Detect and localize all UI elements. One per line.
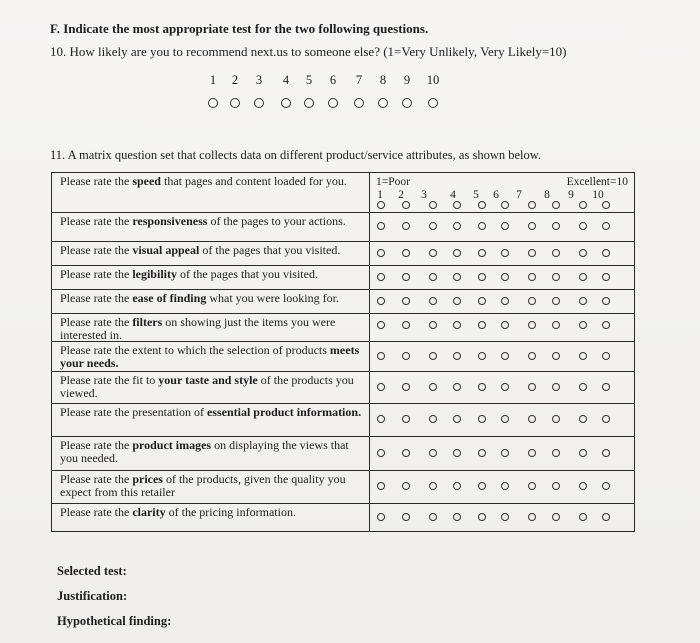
matrix-radio-option[interactable] [528, 513, 536, 521]
matrix-radio-option[interactable] [602, 249, 610, 257]
matrix-radio-option[interactable] [579, 273, 587, 281]
matrix-radio-option[interactable] [478, 222, 486, 230]
matrix-radio-option[interactable] [501, 297, 509, 305]
matrix-radio-option[interactable] [402, 297, 410, 305]
row-label-emphasis: clarity [132, 505, 166, 519]
row-label-text: Please rate the [60, 291, 133, 305]
matrix-row-scale [370, 504, 635, 532]
matrix-radio-option[interactable] [501, 273, 509, 281]
row-label-emphasis: filters [132, 315, 163, 329]
matrix-row-scale [370, 471, 635, 504]
matrix-radio-option[interactable] [402, 249, 410, 257]
scale-header-number: 10 [592, 189, 604, 201]
row-label-text: Please rate the presentation of [60, 405, 207, 419]
matrix-radio-option[interactable] [528, 297, 536, 305]
matrix-radio-option[interactable] [377, 415, 385, 423]
row-label-emphasis: meets your needs. [60, 343, 360, 370]
matrix-radio-option[interactable] [453, 249, 461, 257]
matrix-row-scale [370, 266, 635, 290]
matrix-row-label [52, 242, 370, 266]
row-label-text: Please rate the [60, 267, 133, 281]
matrix-radio-option[interactable] [429, 513, 437, 521]
scale-header-number: 2 [398, 189, 404, 201]
matrix-row [52, 372, 635, 404]
question-11-text: 11. A matrix question set that collects data on different product/service attributes, as shown below. [50, 148, 542, 162]
matrix-radio-option[interactable] [453, 201, 461, 209]
matrix-radio-option[interactable] [602, 321, 610, 329]
matrix-radio-option[interactable] [478, 383, 486, 391]
q10-radio-option[interactable] [354, 98, 364, 108]
matrix-radio-option[interactable] [377, 249, 385, 257]
matrix-radio-option[interactable] [377, 297, 385, 305]
scale-header-number: 8 [544, 189, 550, 201]
matrix-radio-option[interactable] [453, 415, 461, 423]
matrix-radio-option[interactable] [528, 449, 536, 457]
scale-header-number: 3 [421, 189, 427, 201]
matrix-row [52, 314, 635, 342]
matrix-radio-option[interactable] [602, 297, 610, 305]
matrix-radio-option[interactable] [478, 201, 486, 209]
matrix-radio-option[interactable] [501, 222, 509, 230]
scale-low-anchor: 1=Poor [376, 176, 410, 188]
row-label-text: Please rate the [60, 174, 133, 188]
matrix-radio-option[interactable] [501, 383, 509, 391]
q10-scale-number: 10 [426, 73, 440, 87]
matrix-row-label [52, 290, 370, 314]
matrix-radio-option[interactable] [377, 482, 385, 490]
q10-scale-number: 5 [305, 73, 313, 87]
row-label-text: Please rate the [60, 472, 133, 486]
row-label-text: of the pricing information. [165, 505, 296, 519]
row-label-emphasis: visual appeal [132, 243, 200, 257]
matrix-radio-option[interactable] [402, 321, 410, 329]
matrix-radio-option[interactable] [402, 201, 410, 209]
q10-scale-number: 1 [209, 73, 217, 87]
q10-radio-option[interactable] [402, 98, 412, 108]
matrix-row-label [52, 173, 370, 213]
row-label-emphasis: your taste and style [158, 373, 258, 387]
matrix-radio-option[interactable] [579, 513, 587, 521]
selected-test-label: Selected test: [57, 564, 127, 578]
matrix-radio-option[interactable] [429, 297, 437, 305]
matrix-radio-option[interactable] [579, 297, 587, 305]
matrix-radio-option[interactable] [377, 449, 385, 457]
matrix-row [52, 404, 635, 437]
row-label-text: Please rate the [60, 214, 133, 228]
matrix-radio-option[interactable] [528, 201, 536, 209]
matrix-radio-option[interactable] [402, 415, 410, 423]
matrix-row [52, 290, 635, 314]
q10-scale-number: 3 [255, 73, 263, 87]
q10-scale-number: 9 [403, 73, 411, 87]
row-label-text: Please rate the [60, 438, 133, 452]
matrix-radio-option[interactable] [377, 273, 385, 281]
matrix-radio-option[interactable] [552, 297, 560, 305]
matrix-radio-option[interactable] [429, 321, 437, 329]
matrix-radio-option[interactable] [528, 273, 536, 281]
matrix-radio-option[interactable] [552, 513, 560, 521]
matrix-radio-option[interactable] [552, 273, 560, 281]
matrix-radio-option[interactable] [602, 513, 610, 521]
matrix-radio-option[interactable] [402, 449, 410, 457]
matrix-radio-option[interactable] [429, 249, 437, 257]
matrix-radio-option[interactable] [478, 482, 486, 490]
matrix-radio-option[interactable] [501, 482, 509, 490]
q10-radio-option[interactable] [328, 98, 338, 108]
matrix-radio-option[interactable] [552, 449, 560, 457]
row-label-text: of the products you viewed. [60, 373, 354, 400]
matrix-radio-option[interactable] [579, 415, 587, 423]
matrix-radio-option[interactable] [429, 415, 437, 423]
matrix-radio-option[interactable] [501, 415, 509, 423]
matrix-radio-option[interactable] [579, 449, 587, 457]
justification-label: Justification: [57, 589, 128, 603]
matrix-radio-option[interactable] [402, 352, 410, 360]
matrix-radio-option[interactable] [429, 482, 437, 490]
matrix-radio-option[interactable] [453, 449, 461, 457]
matrix-row-label [52, 342, 370, 372]
scale-high-anchor: Excellent=10 [566, 176, 628, 188]
matrix-row [52, 242, 635, 266]
matrix-row-label [52, 266, 370, 290]
row-label-emphasis: legibility [132, 267, 177, 281]
matrix-row-scale [370, 173, 635, 213]
matrix-row-label [52, 437, 370, 471]
matrix-radio-option[interactable] [478, 249, 486, 257]
matrix-radio-option[interactable] [478, 415, 486, 423]
row-label-text: of the pages that you visited. [199, 243, 341, 257]
matrix-radio-option[interactable] [579, 352, 587, 360]
matrix-row-scale [370, 290, 635, 314]
q10-radio-option[interactable] [254, 98, 264, 108]
matrix-row-label [52, 372, 370, 404]
matrix-row [52, 213, 635, 242]
row-label-emphasis: product images [132, 438, 212, 452]
matrix-radio-option[interactable] [453, 222, 461, 230]
row-label-text: of the pages that you visited. [176, 267, 318, 281]
row-label-text: that pages and content loaded for you. [160, 174, 347, 188]
matrix-radio-option[interactable] [377, 383, 385, 391]
matrix-radio-option[interactable] [602, 383, 610, 391]
matrix-row-scale [370, 342, 635, 372]
matrix-row [52, 173, 635, 213]
matrix-radio-option[interactable] [501, 321, 509, 329]
matrix-radio-option[interactable] [377, 352, 385, 360]
matrix-radio-option[interactable] [602, 201, 610, 209]
matrix-radio-option[interactable] [579, 249, 587, 257]
matrix-radio-option[interactable] [579, 482, 587, 490]
matrix-radio-option[interactable] [579, 321, 587, 329]
matrix-row-label [52, 213, 370, 242]
matrix-radio-option[interactable] [579, 222, 587, 230]
matrix-radio-option[interactable] [478, 352, 486, 360]
q10-scale-number: 7 [355, 73, 363, 87]
matrix-radio-option[interactable] [552, 482, 560, 490]
matrix-row-scale [370, 314, 635, 342]
matrix-radio-option[interactable] [579, 201, 587, 209]
q10-radio-option[interactable] [281, 98, 291, 108]
matrix-radio-option[interactable] [402, 383, 410, 391]
matrix-row [52, 437, 635, 471]
matrix-radio-option[interactable] [501, 201, 509, 209]
row-label-text: what you were looking for. [206, 291, 339, 305]
hypothetical-finding-label: Hypothetical finding: [57, 614, 172, 628]
rating-matrix [51, 172, 635, 532]
scale-header-number: 7 [516, 189, 522, 201]
matrix-radio-option[interactable] [377, 201, 385, 209]
q10-scale-number: 6 [329, 73, 337, 87]
matrix-radio-option[interactable] [478, 321, 486, 329]
matrix-radio-option[interactable] [528, 352, 536, 360]
matrix-radio-option[interactable] [402, 482, 410, 490]
matrix-radio-option[interactable] [453, 352, 461, 360]
matrix-row-scale [370, 437, 635, 471]
matrix-radio-option[interactable] [602, 273, 610, 281]
matrix-radio-option[interactable] [552, 383, 560, 391]
matrix-radio-option[interactable] [478, 513, 486, 521]
matrix-radio-option[interactable] [528, 222, 536, 230]
matrix-radio-option[interactable] [602, 415, 610, 423]
matrix-radio-option[interactable] [552, 249, 560, 257]
q10-radio-option[interactable] [428, 98, 438, 108]
matrix-radio-option[interactable] [478, 273, 486, 281]
q10-scale-number: 8 [379, 73, 387, 87]
matrix-radio-option[interactable] [528, 321, 536, 329]
matrix-radio-option[interactable] [429, 201, 437, 209]
q10-radio-option[interactable] [304, 98, 314, 108]
row-label-emphasis: speed [132, 174, 161, 188]
matrix-radio-option[interactable] [402, 273, 410, 281]
question-10-text: 10. How likely are you to recommend next.us to someone else? (1=Very Unlikely, Very Likely=10) [50, 44, 567, 59]
matrix-radio-option[interactable] [453, 297, 461, 305]
matrix-radio-option[interactable] [552, 321, 560, 329]
matrix-radio-option[interactable] [552, 352, 560, 360]
matrix-radio-option[interactable] [377, 222, 385, 230]
matrix-radio-option[interactable] [429, 449, 437, 457]
row-label-emphasis: essential product information. [206, 405, 362, 419]
row-label-text: on showing just the items you were interested in. [60, 315, 336, 342]
row-label-text: of the pages to your actions. [207, 214, 346, 228]
matrix-radio-option[interactable] [501, 352, 509, 360]
matrix-row [52, 342, 635, 372]
row-label-text: on displaying the views that you needed. [60, 438, 349, 465]
matrix-radio-option[interactable] [429, 222, 437, 230]
q10-radio-option[interactable] [208, 98, 218, 108]
matrix-radio-option[interactable] [478, 449, 486, 457]
matrix-row-label [52, 314, 370, 342]
matrix-row-scale [370, 213, 635, 242]
matrix-radio-option[interactable] [528, 415, 536, 423]
matrix-row-label [52, 471, 370, 504]
matrix-radio-option[interactable] [453, 321, 461, 329]
row-label-emphasis: prices [132, 472, 163, 486]
matrix-radio-option[interactable] [429, 273, 437, 281]
matrix-row [52, 504, 635, 532]
matrix-radio-option[interactable] [552, 222, 560, 230]
row-label-text: Please rate the [60, 315, 133, 329]
row-label-text: Please rate the [60, 505, 133, 519]
section-heading: F. Indicate the most appropriate test for the two following questions. [50, 21, 429, 36]
matrix-radio-option[interactable] [453, 273, 461, 281]
row-label-text: of the products, given the quality you expect from this retailer [60, 472, 346, 499]
matrix-radio-option[interactable] [377, 321, 385, 329]
matrix-radio-option[interactable] [602, 222, 610, 230]
matrix-row [52, 471, 635, 504]
matrix-radio-option[interactable] [552, 201, 560, 209]
matrix-row-scale [370, 404, 635, 437]
matrix-radio-option[interactable] [501, 513, 509, 521]
scale-header-number: 4 [450, 189, 456, 201]
matrix-radio-option[interactable] [429, 352, 437, 360]
matrix-radio-option[interactable] [453, 383, 461, 391]
matrix-radio-option[interactable] [528, 383, 536, 391]
matrix-row-label [52, 404, 370, 437]
row-label-text: Please rate the [60, 243, 133, 257]
row-label-text: Please rate the fit to [60, 373, 159, 387]
scale-header-number: 5 [473, 189, 479, 201]
q10-radio-option[interactable] [378, 98, 388, 108]
matrix-radio-option[interactable] [429, 383, 437, 391]
matrix-row [52, 266, 635, 290]
q10-scale-number: 4 [282, 73, 290, 87]
scale-header-number: 1 [377, 189, 383, 201]
matrix-radio-option[interactable] [478, 297, 486, 305]
row-label-emphasis: responsiveness [132, 214, 208, 228]
matrix-radio-option[interactable] [402, 222, 410, 230]
q10-scale-number: 2 [231, 73, 239, 87]
matrix-radio-option[interactable] [528, 482, 536, 490]
matrix-row-scale [370, 372, 635, 404]
matrix-radio-option[interactable] [377, 513, 385, 521]
matrix-row-scale [370, 242, 635, 266]
scale-header-number: 6 [493, 189, 499, 201]
scale-header-number: 9 [568, 189, 574, 201]
matrix-radio-option[interactable] [453, 482, 461, 490]
matrix-radio-option[interactable] [602, 352, 610, 360]
matrix-radio-option[interactable] [602, 482, 610, 490]
matrix-radio-option[interactable] [501, 249, 509, 257]
q10-radio-option[interactable] [230, 98, 240, 108]
matrix-radio-option[interactable] [453, 513, 461, 521]
matrix-radio-option[interactable] [602, 449, 610, 457]
row-label-emphasis: ease of finding [132, 291, 207, 305]
matrix-radio-option[interactable] [402, 513, 410, 521]
matrix-row-label [52, 504, 370, 532]
matrix-radio-option[interactable] [528, 249, 536, 257]
matrix-radio-option[interactable] [579, 383, 587, 391]
matrix-radio-option[interactable] [552, 415, 560, 423]
row-label-text: Please rate the extent to which the selection of products [60, 343, 330, 357]
matrix-radio-option[interactable] [501, 449, 509, 457]
